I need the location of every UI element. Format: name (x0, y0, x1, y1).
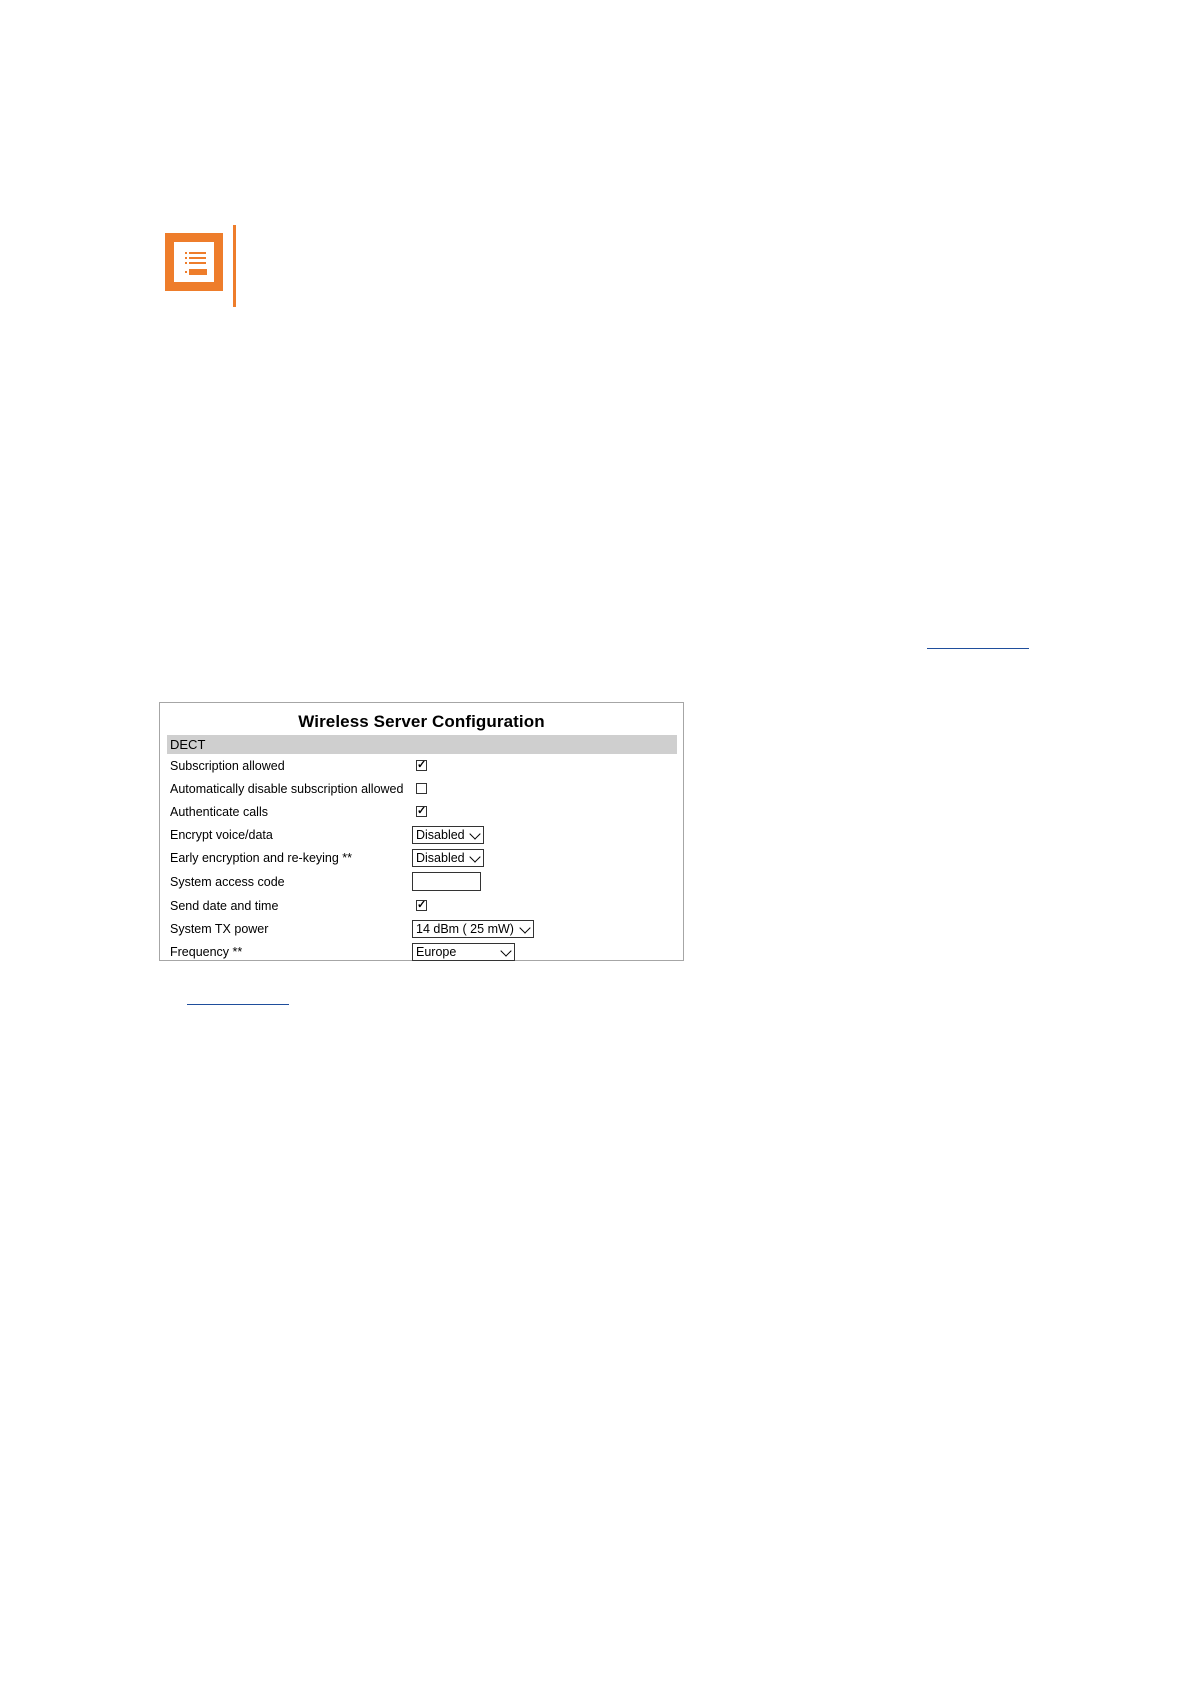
dropdown-select[interactable] (412, 826, 484, 844)
checkbox[interactable] (416, 783, 427, 794)
config-row (160, 847, 683, 869)
config-row-label: Authenticate calls (170, 805, 268, 819)
config-row-label: Early encryption and re-keying ** (170, 851, 353, 865)
note-divider (233, 225, 236, 307)
checkbox[interactable]: ✓ (417, 759, 427, 771)
section-header-dect: DECT (167, 735, 677, 754)
dropdown-value: Europe (416, 945, 457, 959)
config-row-label: Encrypt voice/data (170, 828, 273, 842)
chevron-down-icon (519, 922, 530, 933)
config-row-label: System TX power (170, 922, 269, 936)
dropdown-value: Disabled (416, 828, 465, 842)
checkbox[interactable]: ✓ (417, 805, 427, 817)
config-row (160, 918, 683, 940)
config-row-label: Subscription allowed (170, 759, 285, 773)
hyperlink-underline[interactable] (187, 1004, 289, 1005)
config-row-label: Send date and time (170, 899, 279, 913)
wireless-server-config-panel (159, 702, 684, 961)
hyperlink-underline[interactable] (927, 648, 1029, 649)
dropdown-select[interactable] (412, 943, 515, 961)
config-row (160, 824, 683, 846)
config-row (160, 778, 683, 800)
note-list-icon (165, 233, 223, 291)
dropdown-select[interactable] (412, 920, 534, 938)
chevron-down-icon (469, 828, 480, 839)
chevron-down-icon (500, 945, 511, 956)
panel-title: Wireless Server Configuration (298, 712, 545, 731)
dropdown-value: Disabled (416, 851, 465, 865)
config-row-label: Automatically disable subscription allowed (170, 782, 404, 796)
dropdown-select[interactable] (412, 849, 484, 867)
dropdown-value: 14 dBm ( 25 mW) (416, 922, 514, 936)
checkbox[interactable]: ✓ (417, 899, 427, 911)
config-row-label: Frequency ** (170, 945, 243, 959)
config-row (160, 755, 683, 777)
config-row (160, 801, 683, 823)
config-row (160, 871, 683, 893)
system-access-code-input[interactable] (412, 872, 481, 891)
config-row (160, 941, 683, 963)
config-row-label: System access code (170, 875, 285, 889)
chevron-down-icon (469, 851, 480, 862)
config-row (160, 895, 683, 917)
